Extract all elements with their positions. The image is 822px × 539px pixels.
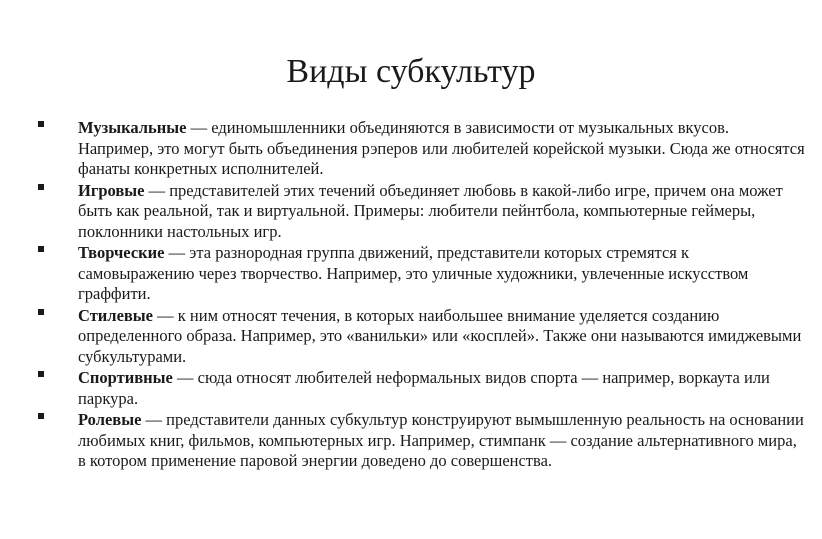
square-bullet-icon xyxy=(38,246,44,252)
list-item-style xyxy=(38,306,808,368)
item-term: Спортивные xyxy=(78,368,173,387)
item-term: Ролевые xyxy=(78,410,142,429)
square-bullet-icon xyxy=(38,121,44,127)
square-bullet-icon xyxy=(38,413,44,419)
list-item-music xyxy=(38,118,808,180)
list-item-games xyxy=(38,181,808,243)
item-term: Игровые xyxy=(78,180,145,200)
item-term: Музыкальные xyxy=(78,118,187,137)
square-bullet-icon xyxy=(38,184,44,190)
slide-title: Виды субкультур xyxy=(286,53,536,90)
item-description: — эта разнородная группа движений, представители которых стремятся к самовыражению через творчество. Например, это уличные художники, увлеченные искусством граффити. xyxy=(78,243,749,303)
list-item-creative xyxy=(38,243,808,305)
list-item-roleplay xyxy=(38,410,808,472)
subculture-list xyxy=(38,118,808,473)
item-description: — представителей этих течений объединяет любовь в какой-либо игре, причем она может быть как реальной, так и виртуальной. Примеры: любители пейнтбола, компьютерные геймеры, поклонники настольных игр. xyxy=(78,180,783,241)
item-description: — сюда относят любителей неформальных видов спорта — например, воркаута или паркура. xyxy=(78,368,770,408)
item-term: Творческие xyxy=(78,243,165,262)
item-term: Стилевые xyxy=(78,305,154,325)
item-description: — представители данных субкультур конструируют вымышленную реальность на основании любимых книг, фильмов, компьютерных игр. Например, стимпанк — создание альтернативного мира, в котором применение паровой энергии доведено до совершенства. xyxy=(78,410,804,470)
square-bullet-icon xyxy=(38,371,44,377)
list-item-sport xyxy=(38,368,808,409)
square-bullet-icon xyxy=(38,309,44,315)
item-description: — к ним относят течения, в которых наибольшее внимание уделяется созданию определенного образа. Например, это «ванильки» или «косплей». Также они называются имиджевыми субкультурами. xyxy=(78,305,802,366)
item-description: — единомышленники объединяются в зависимости от музыкальных вкусов. Например, это могут быть объединения рэперов или любителей корейской музыки. Сюда же относятся фанаты конкретных исполнителей. xyxy=(78,118,805,178)
